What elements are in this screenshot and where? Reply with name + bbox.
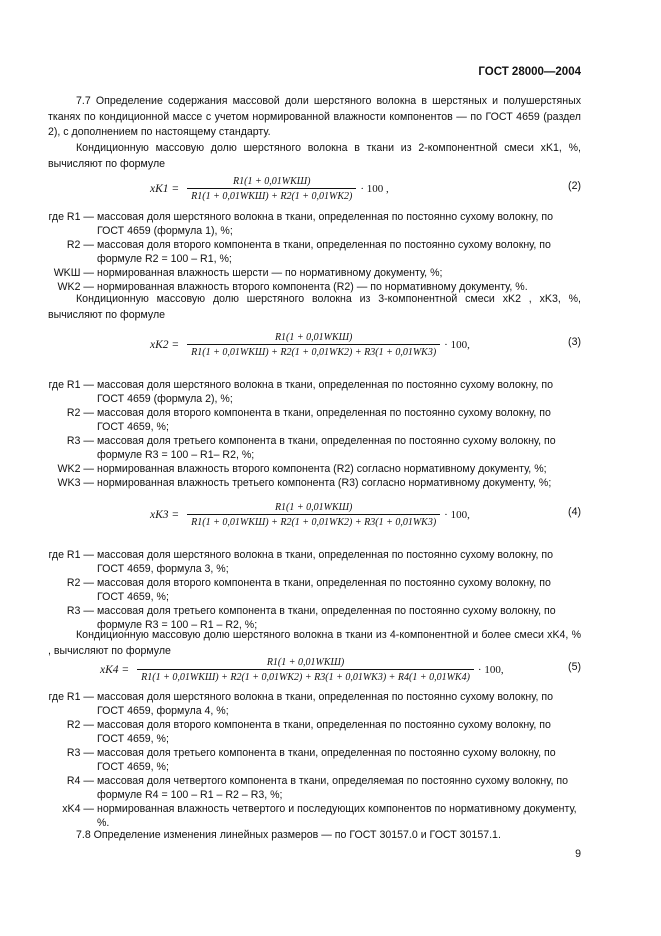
formula-2 — [150, 176, 530, 202]
definition-item — [48, 802, 581, 830]
formula-2-denominator: R1(1 + 0,01WKШ) + R2(1 + 0,01WK2) — [187, 188, 356, 202]
formula-2-fraction — [187, 176, 356, 202]
paragraph-2-component: Кондиционную массовую долю шерстяного волокна в ткани из 2-компонентной смеси xK1, %, вычисляют по формуле — [48, 142, 581, 170]
definition-text: массовая доля шерстяного волокна в ткани, определенная по постоянно сухому волокну, по ГОСТ 4659, формула 4, %; — [97, 691, 553, 717]
definition-text: массовая доля второго компонента в ткани, определенная по постоянно сухому волокну, по ГОСТ 4659, %; — [97, 719, 551, 745]
formula-4-rhs: · 100, — [444, 509, 470, 521]
definition-item — [48, 476, 581, 490]
definition-text: массовая доля третьего компонента в ткани, определенная по постоянно сухому волокну, по ГОСТ 4659, %; — [97, 747, 556, 773]
definition-symbol: R2 — — [66, 577, 94, 589]
definitions-5 — [48, 690, 581, 830]
definition-symbol: WK2 — — [57, 281, 94, 293]
definition-symbol: R4 — — [66, 775, 94, 787]
definition-symbol: R3 — — [66, 605, 94, 617]
page-number: 9 — [575, 848, 581, 860]
definition-item — [48, 690, 581, 718]
definition-text: массовая доля шерстяного волокна в ткани, определенная по постоянно сухому волокну, по ГОСТ 4659 (формула 1), %; — [97, 211, 553, 237]
formula-4-fraction — [187, 502, 440, 528]
definition-symbol: R2 — — [66, 407, 94, 419]
definition-text: массовая доля второго компонента в ткани, определенная по постоянно сухому волокну, по формуле R2 = 100 – R1, %; — [97, 239, 551, 265]
equation-number-5: (5) — [568, 661, 581, 673]
definition-symbol: R2 — — [66, 719, 94, 731]
definition-text: массовая доля третьего компонента в ткани, определенная по постоянно сухому волокну, по формуле R3 = 100 – R1– R2, %; — [97, 435, 556, 461]
definition-text: нормированная влажность второго компонента (R2) согласно нормативному документу, %; — [97, 463, 547, 475]
definition-symbol: WK3 — — [57, 477, 94, 489]
definition-text: нормированная влажность третьего компонента (R3) согласно нормативному документу, %; — [97, 477, 552, 489]
document-header: ГОСТ 28000—2004 — [478, 66, 581, 78]
formula-3-denominator: R1(1 + 0,01WKШ) + R2(1 + 0,01WK2) + R3(1 + 0,01WK3) — [187, 344, 440, 358]
definition-text: массовая доля шерстяного волокна в ткани, определенная по постоянно сухому волокну, по ГОСТ 4659 (формула 2), %; — [97, 379, 553, 405]
formula-5-rhs: · 100, — [477, 664, 504, 676]
definition-text: массовая доля шерстяного волокна в ткани, определенная по постоянно сухому волокну, по ГОСТ 4659, формула 3, %; — [97, 549, 553, 575]
definition-symbol: R3 — — [66, 747, 94, 759]
definition-text: нормированная влажность второго компонента (R2) — по нормативному документу, %. — [97, 281, 528, 293]
definition-item — [48, 434, 581, 462]
definition-item — [48, 746, 581, 774]
definitions-4 — [48, 548, 581, 632]
section-7-8: 7.8 Определение изменения линейных размеров — по ГОСТ 30157.0 и ГОСТ 30157.1. — [76, 829, 501, 841]
definition-item — [48, 210, 581, 238]
definition-symbol: WKШ — — [53, 267, 94, 279]
definition-text: массовая доля второго компонента в ткани, определенная по постоянно сухому волокну, по ГОСТ 4659, %; — [97, 577, 551, 603]
formula-5-lhs: xK4 = — [100, 664, 130, 676]
paragraph-3-component: Кондиционную массовую долю шерстяного волокна из 3-компонентной смеси xK2 , xK3, %, вычисляют по формуле — [48, 293, 581, 321]
definition-symbol: где R1 — — [48, 211, 94, 223]
formula-5-numerator: R1(1 + 0,01WKШ) — [266, 657, 345, 668]
formula-5-fraction — [137, 657, 474, 683]
definition-item — [48, 718, 581, 746]
formula-2-rhs: · 100 , — [360, 183, 389, 195]
formula-3-lhs: xK2 = — [150, 339, 180, 351]
definition-text: массовая доля второго компонента в ткани, определенная по постоянно сухому волокну, по ГОСТ 4659, %; — [97, 407, 551, 433]
formula-3-numerator: R1(1 + 0,01WKШ) — [274, 332, 353, 343]
definition-item — [48, 378, 581, 406]
formula-3-rhs: · 100, — [444, 339, 470, 351]
definition-text: нормированная влажность четвертого и последующих компонентов по нормативному документу, %. — [97, 803, 577, 829]
definition-item — [48, 576, 581, 604]
definition-item — [48, 266, 581, 280]
definition-text: нормированная влажность шерсти — по нормативному документу, %; — [97, 267, 443, 279]
formula-2-numerator: R1(1 + 0,01WKШ) — [233, 176, 311, 187]
definition-item — [48, 238, 581, 266]
definition-item — [48, 774, 581, 802]
equation-number-2: (2) — [568, 180, 581, 192]
definition-text: массовая доля третьего компонента в ткани, определенная по постоянно сухому волокну, по формуле R3 = 100 – R1 – R2, %; — [97, 605, 556, 631]
formula-4-lhs: xK3 = — [150, 509, 180, 521]
formula-5-denominator: R1(1 + 0,01WKШ) + R2(1 + 0,01WK2) + R3(1 + 0,01WK3) + R4(1 + 0,01WK4) — [137, 669, 474, 683]
definition-item — [48, 548, 581, 576]
definitions-3 — [48, 378, 581, 490]
formula-4-denominator: R1(1 + 0,01WKШ) + R2(1 + 0,01WK2) + R3(1 + 0,01WK3) — [187, 514, 440, 528]
formula-5 — [100, 657, 540, 683]
definition-item — [48, 462, 581, 476]
paragraph-4-component: Кондиционную массовую долю шерстяного волокна в ткани из 4-компонентной и более смеси xK4, % , вычисляют по формуле — [48, 629, 581, 657]
equation-number-4: (4) — [568, 506, 581, 518]
formula-3 — [150, 332, 530, 358]
section-7-7: 7.7 Определение содержания массовой доли шерстяного волокна в шерстяных и полушерстяных тканях по кондиционной массе с учетом нормированной влажности компонентов — по ГОСТ 4659 (раздел 2), с дополнением по настоящему стандарту. — [48, 95, 581, 138]
definitions-2 — [48, 210, 581, 294]
definition-symbol: R2 — — [66, 239, 94, 251]
formula-3-fraction — [187, 332, 440, 358]
formula-4-numerator: R1(1 + 0,01WKШ) — [274, 502, 353, 513]
definition-symbol: WK2 — — [57, 463, 94, 475]
definition-symbol: где R1 — — [48, 379, 94, 391]
formula-2-lhs: xK1 = — [150, 183, 180, 195]
definition-symbol: где R1 — — [48, 691, 94, 703]
definition-text: массовая доля четвертого компонента в ткани, определяемая по постоянно сухому волокну, по формуле R4 = 100 – R1 – R2 – R3, %; — [97, 775, 569, 801]
definition-symbol: xK4 — — [62, 803, 94, 815]
definition-symbol: R3 — — [66, 435, 94, 447]
equation-number-3: (3) — [568, 336, 581, 348]
formula-4 — [150, 502, 530, 528]
definition-item — [48, 406, 581, 434]
definition-symbol: где R1 — — [48, 549, 94, 561]
